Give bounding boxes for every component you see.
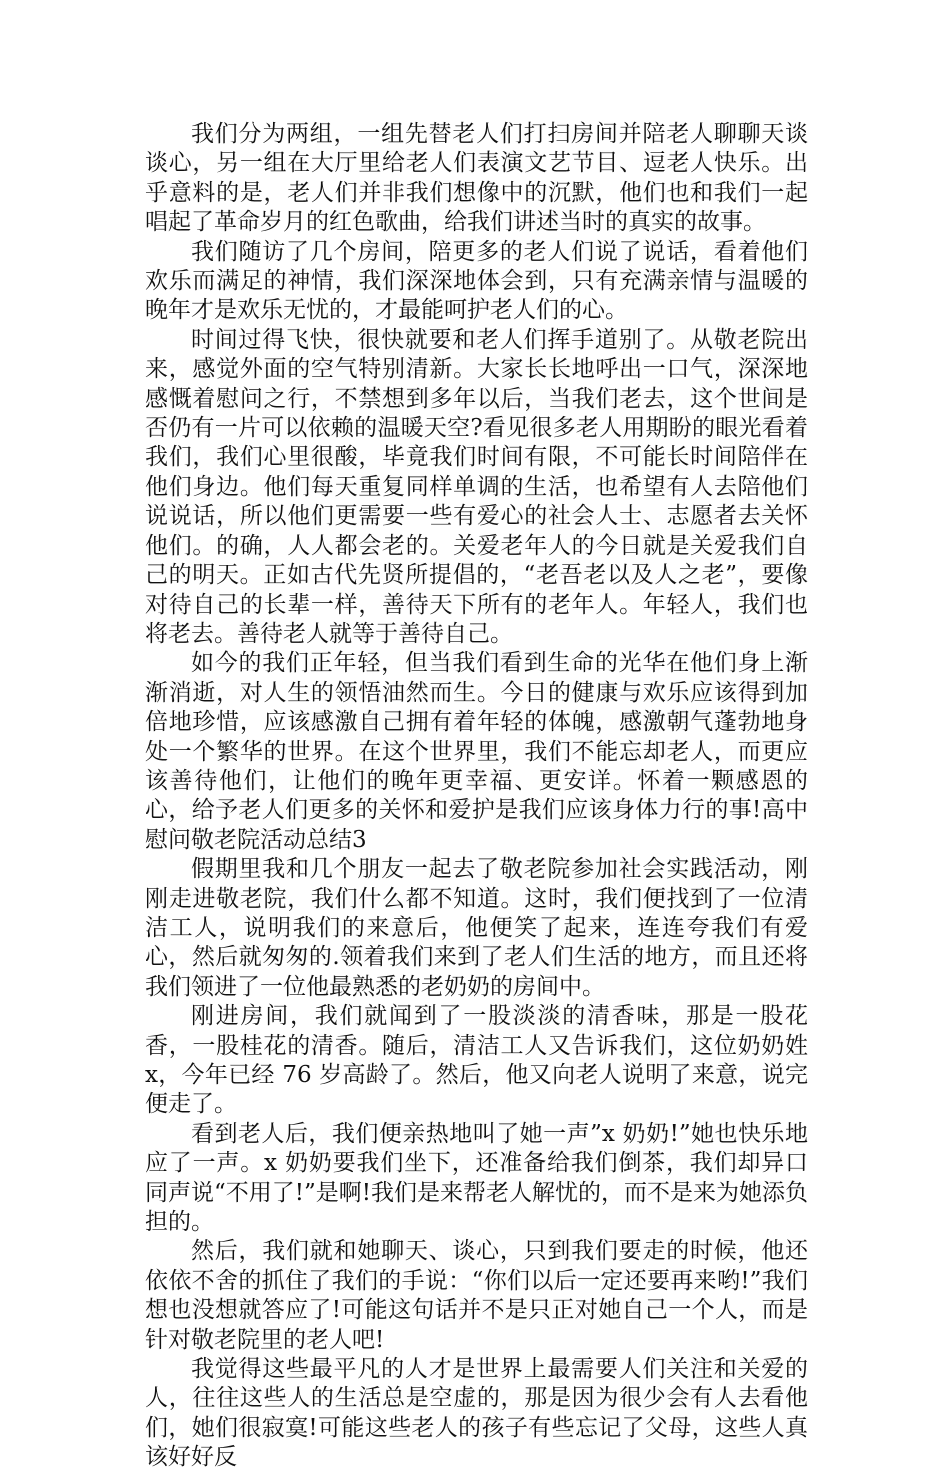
- paragraph: 然后，我们就和她聊天、谈心，只到我们要走的时候，他还依依不舍的抓住了我们的手说：“你们以后一定还要再来哟!”我们想也没想就答应了!可能这句话并不是只正对她自己一个人，而是针对敬老院里的老人吧!: [145, 1238, 808, 1353]
- paragraph: 时间过得飞快，很快就要和老人们挥手道别了。从敬老院出来，感觉外面的空气特别清新。大家长长地呼出一口气，深深地感慨着慰问之行，不禁想到多年以后，当我们老去，这个世间是否仍有一片可以依赖的温暖天空?看见很多老人用期盼的眼光看着我们，我们心里很酸，毕竟我们时间有限，不可能长时间陪伴在他们身边。他们每天重复同样单调的生活，也希望有人去陪他们说说话，所以他们更需要一些有爱心的社会人士、志愿者去关怀他们。的确，人人都会老的。关爱老年人的今日就是关爱我们自己的明天。正如古代先贤所提倡的，“老吾老以及人之老”，要像对待自己的长辈一样，善待天下所有的老年人。年轻人，我们也将老去。善待老人就等于善待自己。: [145, 326, 808, 647]
- paragraph: 如今的我们正年轻，但当我们看到生命的光华在他们身上渐渐消逝，对人生的领悟油然而生。今日的健康与欢乐应该得到加倍地珍惜，应该感激自己拥有着年轻的体魄，感激朝气蓬勃地身处一个繁华的世界。在这个世界里，我们不能忘却老人，而更应该善待他们，让他们的晚年更幸福、更安详。怀着一颗感恩的心，给予老人们更多的关怀和爱护是我们应该身体力行的事!高中慰问敬老院活动总结3: [145, 650, 808, 853]
- paragraph: 假期里我和几个朋友一起去了敬老院参加社会实践活动，刚刚走进敬老院，我们什么都不知道。这时，我们便找到了一位清洁工人，说明我们的来意后，他便笑了起来，连连夸我们有爱心，然后就匆匆的.领着我们来到了老人们生活的地方，而且还将我们领进了一位他最熟悉的老奶奶的房间中。: [145, 856, 808, 1000]
- paragraph: 刚进房间，我们就闻到了一股淡淡的清香味，那是一股花香，一股桂花的清香。随后，清洁工人又告诉我们，这位奶奶姓 x，今年已经 76 岁高龄了。然后，他又向老人说明了来意，说完便走了。: [145, 1003, 808, 1118]
- paragraph: 我们分为两组，一组先替老人们打扫房间并陪老人聊聊天谈谈心，另一组在大厅里给老人们表演文艺节目、逗老人快乐。出乎意料的是，老人们并非我们想像中的沉默，他们也和我们一起唱起了革命岁月的红色歌曲，给我们讲述当时的真实的故事。: [145, 121, 808, 236]
- document-body: [145, 120, 808, 1473]
- paragraph: 看到老人后，我们便亲热地叫了她一声”x 奶奶!”她也快乐地应了一声。x 奶奶要我们坐下，还准备给我们倒茶，我们却异口同声说“不用了!”是啊!我们是来帮老人解忧的，而不是来为她添负担的。: [145, 1120, 809, 1236]
- paragraph: 我觉得这些最平凡的人才是世界上最需要人们关注和关爱的人，往往这些人的生活总是空虚的，那是因为很少会有人去看他们，她们很寂寞!可能这些老人的孩子有些忘记了父母，这些人真该好好反: [145, 1356, 808, 1471]
- paragraph: 我们随访了几个房间，陪更多的老人们说了说话，看着他们欢乐而满足的神情，我们深深地体会到，只有充满亲情与温暖的晚年才是欢乐无忧的，才最能呵护老人们的心。: [145, 238, 808, 324]
